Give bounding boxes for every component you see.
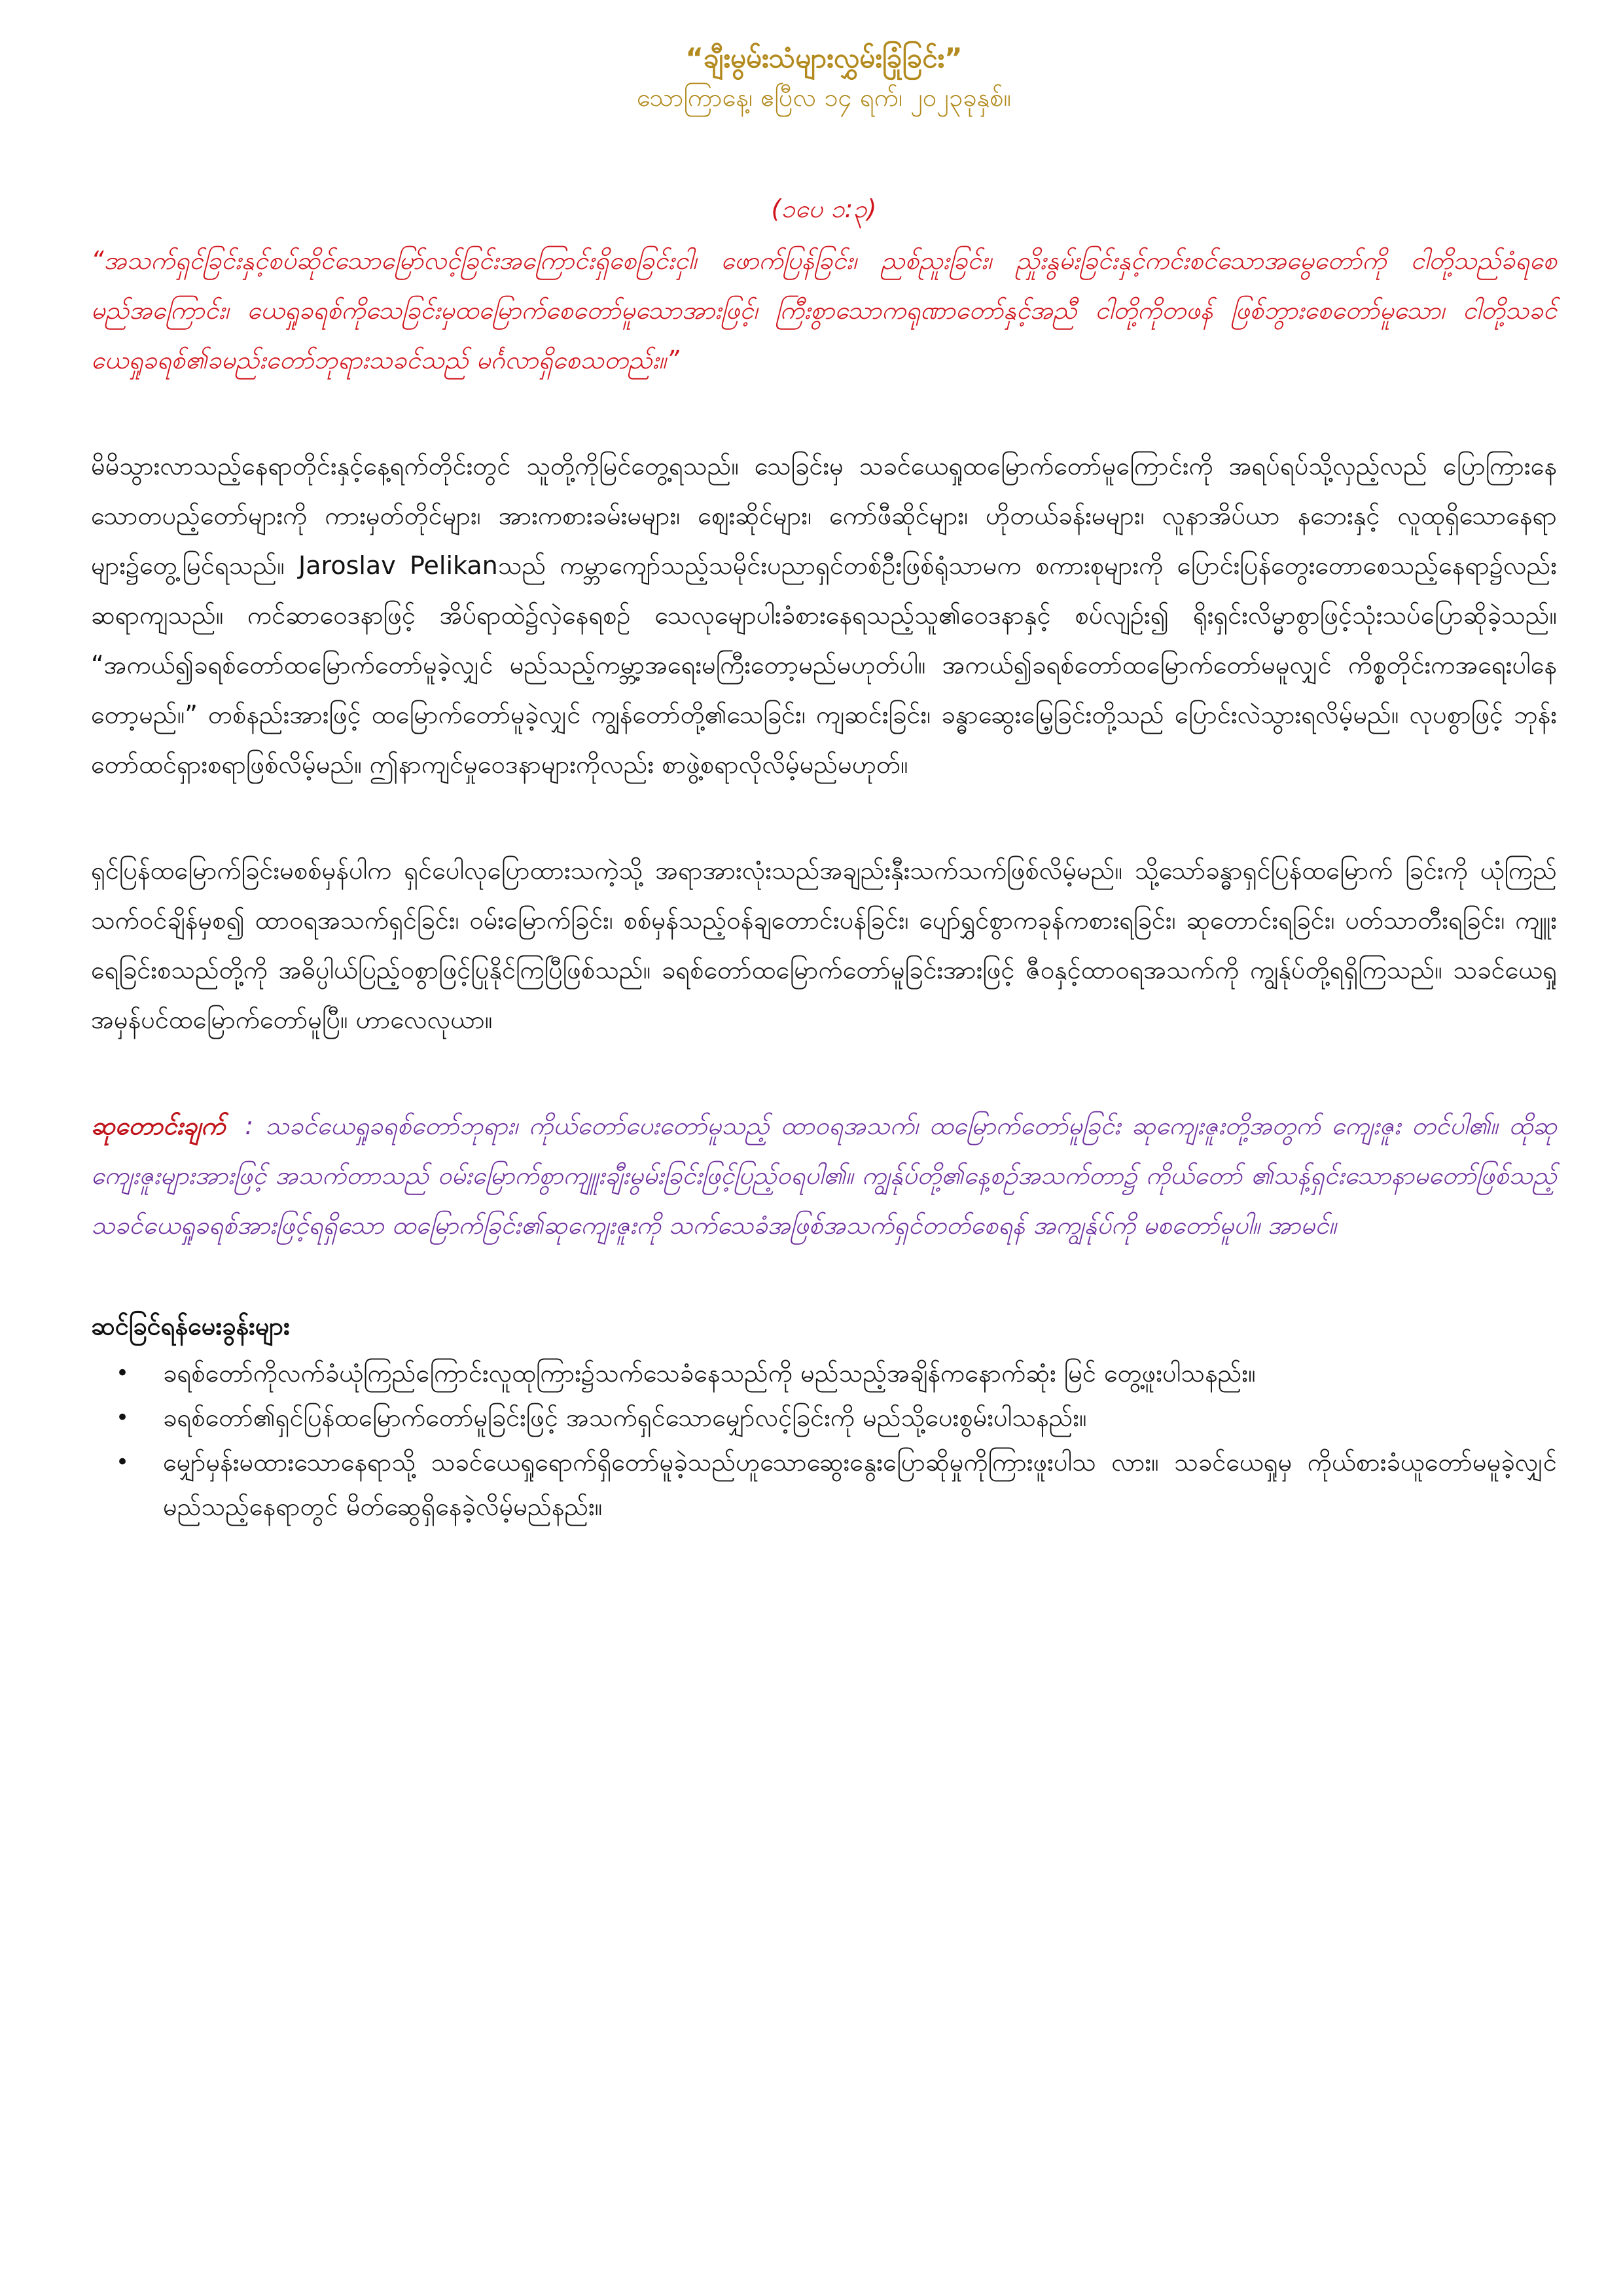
list-item [116,1395,1557,1440]
bullet-icon: • [116,1360,130,1386]
scripture-text: “အသက်ရှင်ခြင်းနှင့်စပ်ဆိုင်သောမြော်လင့်ခြင်းအကြောင်းရှိစေခြင်းငှါ၊ ဖောက်ပြန်ခြင်း၊ ညစ်ညူးခြင်း၊ ညှိုးနွမ်းခြင်းနှင့်ကင်းစင်သောအမွေတော်ကို ငါတို့သည်ခံရစေမည်အကြောင်း၊ ယေရှုခရစ်ကိုသေခြင်းမှထမြောက်စေတော်မူသောအားဖြင့်၊ ကြီးစွာသောကရုဏာတော်နှင့်အညီ ငါတို့ကိုတဖန် ဖြစ်ဘွားစေတော်မူသော၊ ငါတို့သခင်ယေရှုခရစ်၏ခမည်းတော်ဘုရားသခင်သည် မင်္ဂလာရှိစေသတည်း။” [91,246,1557,374]
bullet-icon: • [116,1405,130,1431]
questions-heading: ဆင်ခြင်ရန်မေးခွန်းများ [91,1312,290,1340]
bullet-icon: • [116,1449,130,1475]
prayer-separator: : [245,1111,254,1140]
page-title: “ချီးမွမ်းသံများလွှမ်းခြုံခြင်း” [685,42,963,74]
questions-list [91,1351,1557,1529]
prayer-text: သခင်ယေရှုခရစ်တော်ဘုရား၊ ကိုယ်တော်ပေးတော်မူသည့် ထာဝရအသက်၊ ထမြောက်တော်မူခြင်း ဆုကျေးဇူးတို့အတွက် ကျေးဇူး တင်ပါ၏။ ထိုဆုကျေးဇူးများအားဖြင့် အသက်တာသည် ဝမ်းမြောက်စွာကျူးချီးမွမ်းခြင်းဖြင့်ပြည့်ဝရပါ၏။ ကျွန်ုပ်တို့၏နေ့စဉ်အသက်တာ၌ ကိုယ်တော် ၏သန့်ရှင်းသောနာမတော်ဖြစ်သည့် သခင်ယေရှုခရစ်အားဖြင့်ရရှိသော ထမြောက်ခြင်း၏ဆုကျေးဇူးကို သက်သေခံအဖြစ်အသက်ရှင်တတ်စေရန် အကျွန်ုပ်ကို မစတော်မူပါ။ အာမင်။ [91,1111,1557,1240]
page-date: သောကြာနေ့၊ ဧပြီလ ၁၄ ရက်၊ ၂၀၂၃ခုနှစ်။ [636,83,1012,112]
prayer-block [91,1101,1557,1250]
question-text: မျှော်မှန်းမထားသောနေရာသို့ သခင်ယေရှုရောက်ရှိတော်မူခဲ့သည်ဟူသောဆွေးနွေးပြောဆိုမှုကိုကြားဖူးပါသ လား။ သခင်ယေရှုမှ ကိုယ်စားခံယူတော်မမူခဲ့လျှင် မည်သည့်နေရာတွင် မိတ်ဆွေရှိနေခဲ့လိမ့်မည်နည်း။ [163,1448,1557,1521]
question-text: ခရစ်တော်ကိုလက်ခံယုံကြည်ကြောင်းလူထုကြား၌သက်သေခံနေသည်ကို မည်သည့်အချိန်ကနောက်ဆုံး မြင် တွေ့ဖူးပါသနည်း။ [163,1359,1256,1388]
devotional-page [91,38,1557,1529]
question-text: ခရစ်တော်၏ရှင်ပြန်ထမြောက်တော်မူခြင်းဖြင့် အသက်ရှင်သောမျှော်လင့်ခြင်းကို မည်သို့ပေးစွမ်းပါသနည်း။ [163,1403,1087,1432]
body-paragraph-1: မိမိသွားလာသည့်နေရာတိုင်းနှင့်နေ့ရက်တိုင်းတွင် သူတို့ကိုမြင်တွေ့ရသည်။ သေခြင်းမှ သခင်ယေရှုထမြောက်တော်မူကြောင်းကို အရပ်ရပ်သို့လှည့်လည် ပြောကြားနေသောတပည့်တော်များကို ကားမှတ်တိုင်များ၊ အားကစားခမ်းမများ၊ ဈေးဆိုင်များ၊ ကော်ဖီဆိုင်များ၊ ဟိုတယ်ခန်းမများ၊ လူနာအိပ်ယာ နဘေးနှင့် လူထုရှိသောနေရာများ၌တွေ့မြင်ရသည်။ Jaroslav Pelikanသည် ကမ္ဘာကျော်သည့်သမိုင်းပညာရှင်တစ်ဦးဖြစ်ရုံသာမက စကားစုများကို ပြောင်းပြန်တွေးတောစေသည့်နေရာ၌လည်း ဆရာကျသည်။ ကင်ဆာဝေဒနာဖြင့် အိပ်ရာထဲ၌လှဲနေရစဉ် သေလုမျောပါးခံစားနေရသည့်သူ၏ဝေဒနာနှင့် စပ်လျဉ်း၍ ရိုးရှင်းလိမ္မာစွာဖြင့်သုံးသပ်ပြောဆိုခဲ့သည်။ “အကယ်၍ခရစ်တော်ထမြောက်တော်မူခဲ့လျှင် မည်သည့်ကမ္ဘာ့အရေးမကြီးတော့မည်မဟုတ်ပါ။ အကယ်၍ခရစ်တော်ထမြောက်တော်မမူလျှင် ကိစ္စတိုင်းကအရေးပါနေတော့မည်။” တစ်နည်းအားဖြင့် ထမြောက်တော်မူခဲ့လျှင် ကျွန်တော်တို့၏သေခြင်း၊ ကျဆင်းခြင်း၊ ခန္ဓာဆွေးမြေ့ခြင်းတို့သည် ပြောင်းလဲသွားရလိမ့်မည်။ လုပစွာဖြင့် ဘုန်းတော်ထင်ရှားစရာဖြစ်လိမ့်မည်။ ဤနာကျင်မှုဝေဒနာများကိုလည်း စာဖွဲ့စရာလိုလိမ့်မည်မဟုတ်။ [91,452,1557,779]
list-item [116,1351,1557,1395]
body-paragraph-2: ရှင်ပြန်ထမြောက်ခြင်းမစစ်မှန်ပါက ရှင်ပေါလုပြောထားသကဲ့သို့ အရာအားလုံးသည်အချည်းနှီးသက်သက်ဖြစ်လိမ့်မည်။ သို့သော်ခန္ဓာရှင်ပြန်ထမြောက် ခြင်းကို ယုံကြည်သက်ဝင်ချိန်မှစ၍ ထာဝရအသက်ရှင်ခြင်း၊ ဝမ်းမြောက်ခြင်း၊ စစ်မှန်သည့်ဝန်ချတောင်းပန်ခြင်း၊ ပျော်ရွှင်စွာကခုန်ကစားရခြင်း၊ ဆုတောင်းရခြင်း၊ ပတ်သာတီးရခြင်း၊ ကျူးရေခြင်းစသည်တို့ကို အဓိပ္ပါယ်ပြည့်ဝစွာဖြင့်ပြုနိုင်ကြပြီဖြစ်သည်။ ခရစ်တော်ထမြောက်တော်မူခြင်းအားဖြင့် ဇီဝနှင့်ထာဝရအသက်ကို ကျွန်ုပ်တို့ရရှိကြသည်။ သခင်ယေရှု အမှန်ပင်ထမြောက်တော်မူပြီ။ ဟာလေလုယာ။ [91,856,1557,1034]
prayer-label: ဆုတောင်းချက် [91,1111,226,1140]
list-item [116,1440,1557,1529]
scripture-reference: (၁ပေ ၁:၃) [771,194,877,223]
